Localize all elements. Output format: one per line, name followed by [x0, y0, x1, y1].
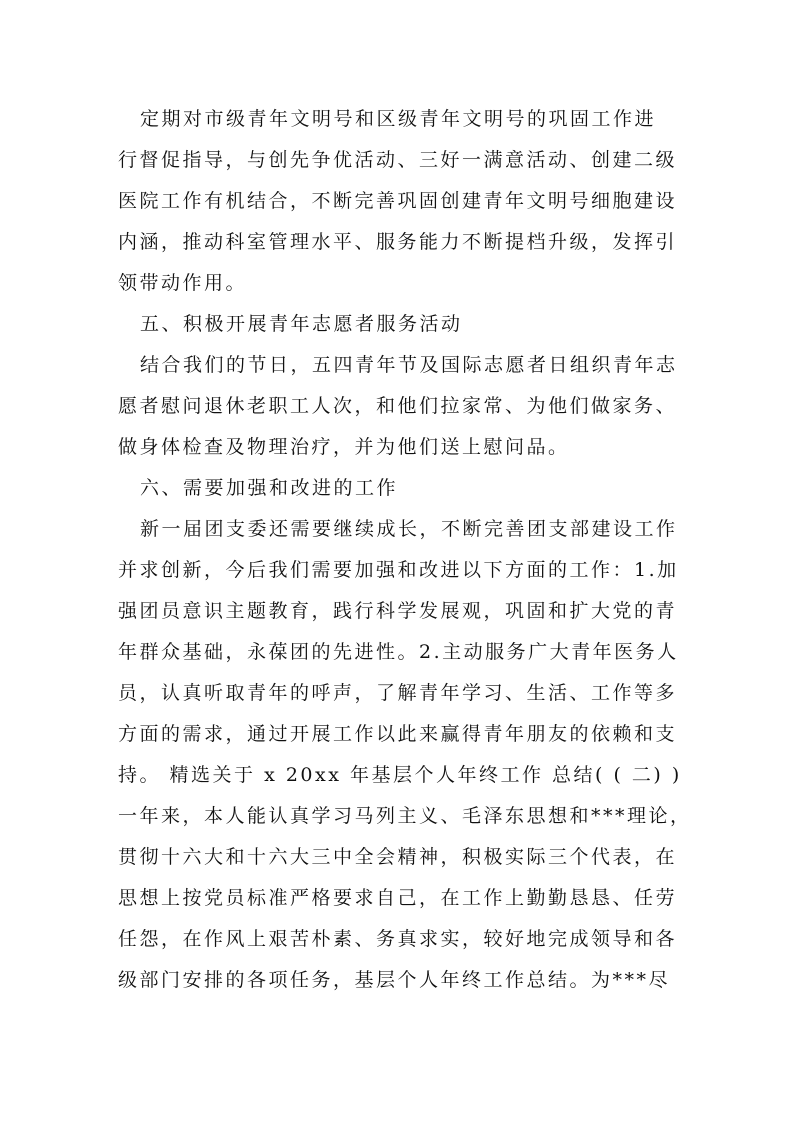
section-heading: 五、积极开展青年志愿者服务活动 [140, 313, 463, 335]
text-line: 持。 精选关于 x 20xx 年基层个人年终工作 总结( ( 二) ) [118, 764, 682, 786]
text-line: 医院工作有机结合，不断完善巩固创建青年文明号细胞建设 [118, 190, 678, 212]
text-line: 新一届团支委还需要继续成长，不断完善团支部建设工作 [140, 518, 678, 540]
section-heading: 六、需要加强和改进的工作 [140, 477, 399, 499]
text-line: 强团员意识主题教育，践行科学发展观，巩固和扩大党的青 [118, 600, 678, 622]
text-line: 愿者慰问退休老职工人次，和他们拉家常、为他们做家务、 [118, 395, 678, 417]
text-line: 结合我们的节日，五四青年节及国际志愿者日组织青年志 [140, 354, 678, 376]
text-line: 行督促指导，与创先争优活动、三好一满意活动、创建二级 [118, 149, 678, 171]
text-line: 方面的需求，通过开展工作以此来赢得青年朋友的依赖和支 [118, 723, 678, 745]
text-line: 级部门安排的各项任务，基层个人年终工作总结。为***尽 [118, 969, 671, 991]
text-line: 贯彻十六大和十六大三中全会精神，积极实际三个代表，在 [118, 846, 678, 868]
text-line: 并求创新，今后我们需要加强和改进以下方面的工作：1.加 [118, 559, 679, 581]
text-line: 一年来，本人能认真学习马列主义、毛泽东思想和***理论， [118, 805, 692, 827]
text-line: 员，认真听取青年的呼声，了解青年学习、生活、工作等多 [118, 682, 678, 704]
text-line: 内涵，推动科室管理水平、服务能力不断提档升级，发挥引 [118, 231, 678, 253]
text-line: 任怨，在作风上艰苦朴素、务真求实，较好地完成领导和各 [118, 928, 678, 950]
text-line: 年群众基础，永葆团的先进性。2.主动服务广大青年医务人 [118, 641, 679, 663]
text-line: 做身体检查及物理治疗，并为他们送上慰问品。 [118, 436, 570, 458]
text-line: 领带动作用。 [118, 272, 248, 294]
text-line: 思想上按党员标准严格要求自己，在工作上勤勤恳恳、任劳 [118, 887, 678, 909]
text-line: 定期对市级青年文明号和区级青年文明号的巩固工作进 [140, 108, 657, 130]
